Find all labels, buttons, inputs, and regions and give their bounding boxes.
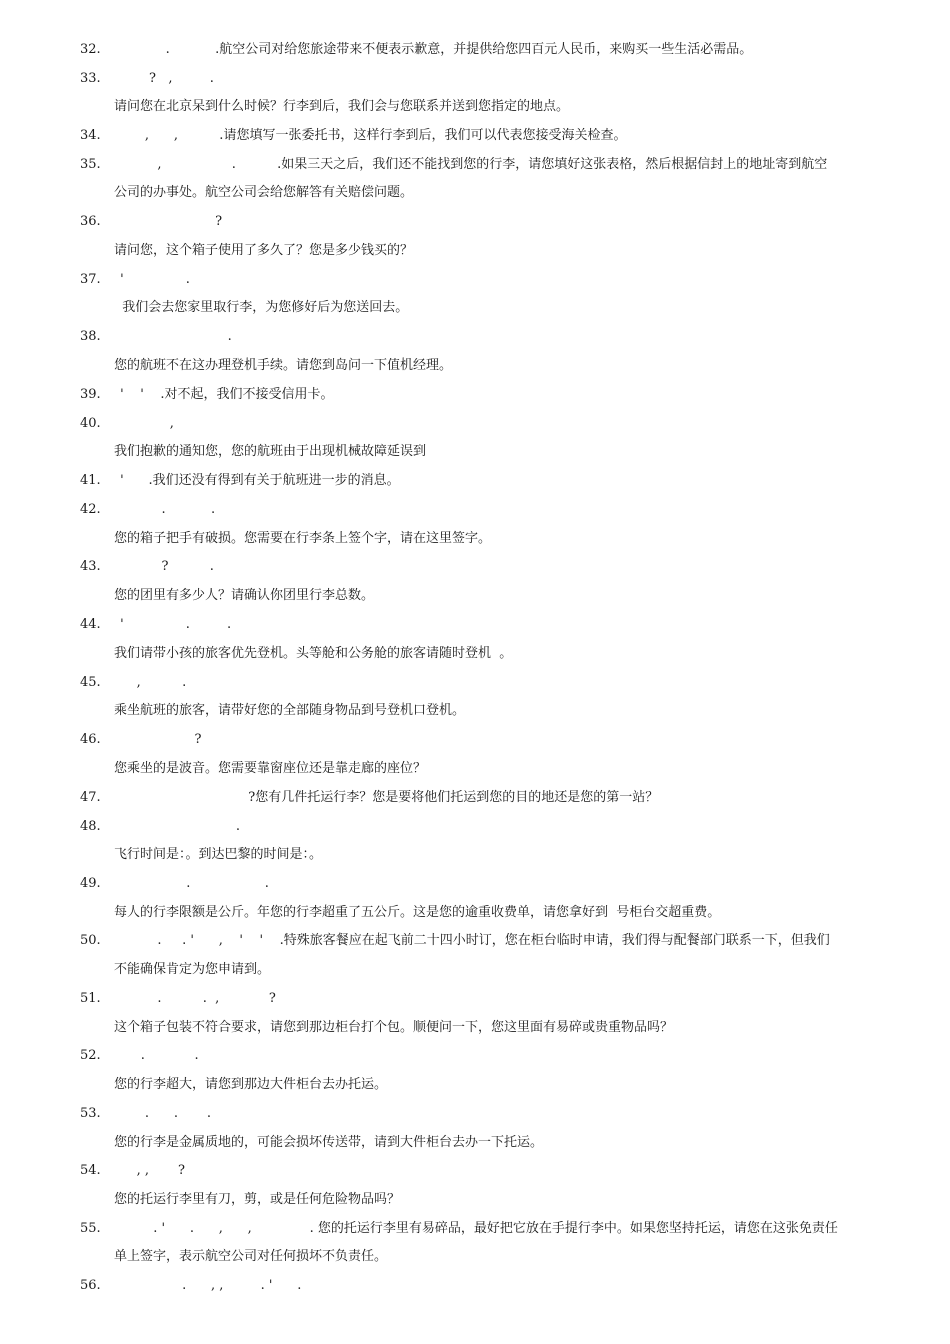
numbered-line — [80, 472, 890, 490]
line-text: 请问您，这个箱子使用了多久了？您是多少钱买的？ — [114, 243, 414, 258]
numbered-line — [80, 932, 890, 950]
line-text: . . — [116, 876, 269, 891]
line-text: . — [116, 819, 240, 834]
line-text: ' . — [116, 272, 190, 287]
numbered-line — [80, 558, 890, 576]
continuation-line — [114, 1191, 890, 1209]
line-number: 35. — [80, 157, 101, 172]
numbered-line — [80, 875, 890, 893]
numbered-line — [80, 41, 890, 59]
continuation-line — [114, 242, 890, 260]
line-text: . .航空公司对给您旅途带来不便表示歉意，并提供给您四百元人民币，来购买一些生活必需品。 — [116, 42, 753, 57]
line-number: 46. — [80, 732, 101, 747]
line-text: . . , ? — [116, 991, 276, 1006]
line-text: 我们抱歉的通知您，您的航班由于出现机械故障延误到 — [114, 444, 427, 459]
numbered-line — [80, 328, 890, 346]
line-number: 38. — [80, 329, 101, 344]
line-number: 50. — [80, 933, 101, 948]
line-number: 47. — [80, 790, 101, 805]
line-number: 44. — [80, 617, 101, 632]
continuation-line — [114, 904, 890, 922]
line-number: 34. — [80, 128, 101, 143]
line-text: ' . . — [116, 617, 232, 632]
line-text: 不能确保肯定为您申请到。 — [114, 962, 271, 977]
continuation-line — [114, 1076, 890, 1094]
numbered-line — [80, 789, 890, 807]
line-text: . ' . , , . 您的托运行李里有易碎品，最好把它放在手提行李中。如果您坚持托运，请您在这张免责任 — [116, 1221, 838, 1236]
numbered-line — [80, 731, 890, 749]
continuation-line — [114, 1019, 890, 1037]
numbered-line — [80, 616, 890, 634]
line-text: , — [116, 416, 174, 431]
line-text: 您的托运行李里有刀，剪，或是任何危险物品吗？ — [114, 1192, 401, 1207]
line-number: 43. — [80, 559, 101, 574]
line-text: ? . — [116, 559, 214, 574]
continuation-line — [114, 530, 890, 548]
line-text: , , ? — [116, 1163, 185, 1178]
numbered-line — [80, 156, 890, 174]
numbered-line — [80, 213, 890, 231]
line-text: . . — [116, 1048, 199, 1063]
line-text: ' ' .对不起，我们不接受信用卡。 — [116, 387, 334, 402]
line-number: 40. — [80, 416, 101, 431]
line-text: 您的团里有多少人？请确认你团里行李总数。 — [114, 588, 375, 603]
continuation-line — [114, 587, 890, 605]
continuation-line — [114, 846, 890, 864]
line-text: 飞行时间是：。到达巴黎的时间是：。 — [114, 847, 323, 862]
line-text: 乘坐航班的旅客，请带好您的全部随身物品到号登机口登机。 — [114, 703, 466, 718]
line-text: 每人的行李限额是公斤。年您的行李超重了五公斤。这是您的逾重收费单，请您拿好到 号柜台交超重费。 — [114, 905, 721, 920]
line-number: 48. — [80, 819, 101, 834]
line-text: . , , . ' . — [116, 1278, 302, 1293]
numbered-line — [80, 1105, 890, 1123]
line-text: . . — [116, 502, 216, 517]
numbered-line — [80, 271, 890, 289]
line-text: 我们会去您家里取行李，为您修好后为您送回去。 — [114, 300, 409, 315]
line-number: 49. — [80, 876, 101, 891]
line-number: 41. — [80, 473, 101, 488]
line-text: 您乘坐的是波音。您需要靠窗座位还是靠走廊的座位？ — [114, 761, 427, 776]
line-number: 36. — [80, 214, 101, 229]
numbered-line — [80, 70, 890, 88]
line-number: 51. — [80, 991, 101, 1006]
numbered-line — [80, 1277, 890, 1295]
numbered-line — [80, 674, 890, 692]
numbered-line — [80, 127, 890, 145]
line-text: 您的箱子把手有破损。您需要在行李条上签个字，请在这里签字。 — [114, 531, 492, 546]
line-number: 56. — [80, 1278, 101, 1293]
line-number: 52. — [80, 1048, 101, 1063]
line-text: . . ' , ' ' .特殊旅客餐应在起飞前二十四小时订，您在柜台临时申请，我们得与配餐部门联系一下，但我们 — [116, 933, 830, 948]
continuation-line — [114, 299, 890, 317]
line-text: 您的航班不在这办理登机手续。请您到岛问一下值机经理。 — [114, 358, 453, 373]
numbered-line — [80, 1220, 890, 1238]
line-number: 55. — [80, 1221, 101, 1236]
line-text: ?您有几件托运行李？您是要将他们托运到您的目的地还是您的第一站？ — [116, 790, 659, 805]
continuation-line — [114, 645, 890, 663]
line-number: 33. — [80, 71, 101, 86]
continuation-line — [114, 184, 890, 202]
continuation-line — [114, 760, 890, 778]
line-text: , . .如果三天之后，我们还不能找到您的行李，请您填好这张表格，然后根据信封上的地址寄到航空 — [116, 157, 828, 172]
line-number: 53. — [80, 1106, 101, 1121]
line-text: . . . — [116, 1106, 212, 1121]
continuation-line — [114, 702, 890, 720]
continuation-line — [114, 98, 890, 116]
numbered-line — [80, 1047, 890, 1065]
numbered-line — [80, 818, 890, 836]
continuation-line — [114, 443, 890, 461]
line-number: 32. — [80, 42, 101, 57]
continuation-line — [114, 1134, 890, 1152]
numbered-line — [80, 1162, 890, 1180]
numbered-line — [80, 501, 890, 519]
line-number: 37. — [80, 272, 101, 287]
line-text: , . — [116, 675, 187, 690]
line-text: 请问您在北京呆到什么时候？行李到后，我们会与您联系并送到您指定的地点。 — [114, 99, 570, 114]
line-text: 我们请带小孩的旅客优先登机。头等舱和公务舱的旅客请随时登机 。 — [114, 646, 513, 661]
line-text: 这个箱子包装不符合要求，请您到那边柜台打个包。顺便问一下，您这里面有易碎或贵重物品吗？ — [114, 1020, 674, 1035]
line-number: 54. — [80, 1163, 101, 1178]
numbered-line — [80, 386, 890, 404]
line-number: 42. — [80, 502, 101, 517]
line-text: ? — [116, 732, 202, 747]
line-text: 您的行李是金属质地的，可能会损坏传送带，请到大件柜台去办一下托运。 — [114, 1135, 544, 1150]
continuation-line — [114, 961, 890, 979]
line-number: 39. — [80, 387, 101, 402]
numbered-line — [80, 990, 890, 1008]
numbered-line — [80, 415, 890, 433]
line-text: ? — [116, 214, 223, 229]
line-text: 单上签字，表示航空公司对任何损坏不负责任。 — [114, 1249, 388, 1264]
line-text: . — [116, 329, 232, 344]
line-text: 公司的办事处。航空公司会给您解答有关赔偿问题。 — [114, 185, 414, 200]
continuation-line — [114, 1248, 890, 1266]
line-number: 45. — [80, 675, 101, 690]
line-text: 您的行李超大，请您到那边大件柜台去办托运。 — [114, 1077, 388, 1092]
line-text: ' .我们还没有得到有关于航班进一步的消息。 — [116, 473, 400, 488]
line-text: ? , . — [116, 71, 214, 86]
continuation-line — [114, 357, 890, 375]
line-text: , , .请您填写一张委托书，这样行李到后，我们可以代表您接受海关检查。 — [116, 128, 627, 143]
